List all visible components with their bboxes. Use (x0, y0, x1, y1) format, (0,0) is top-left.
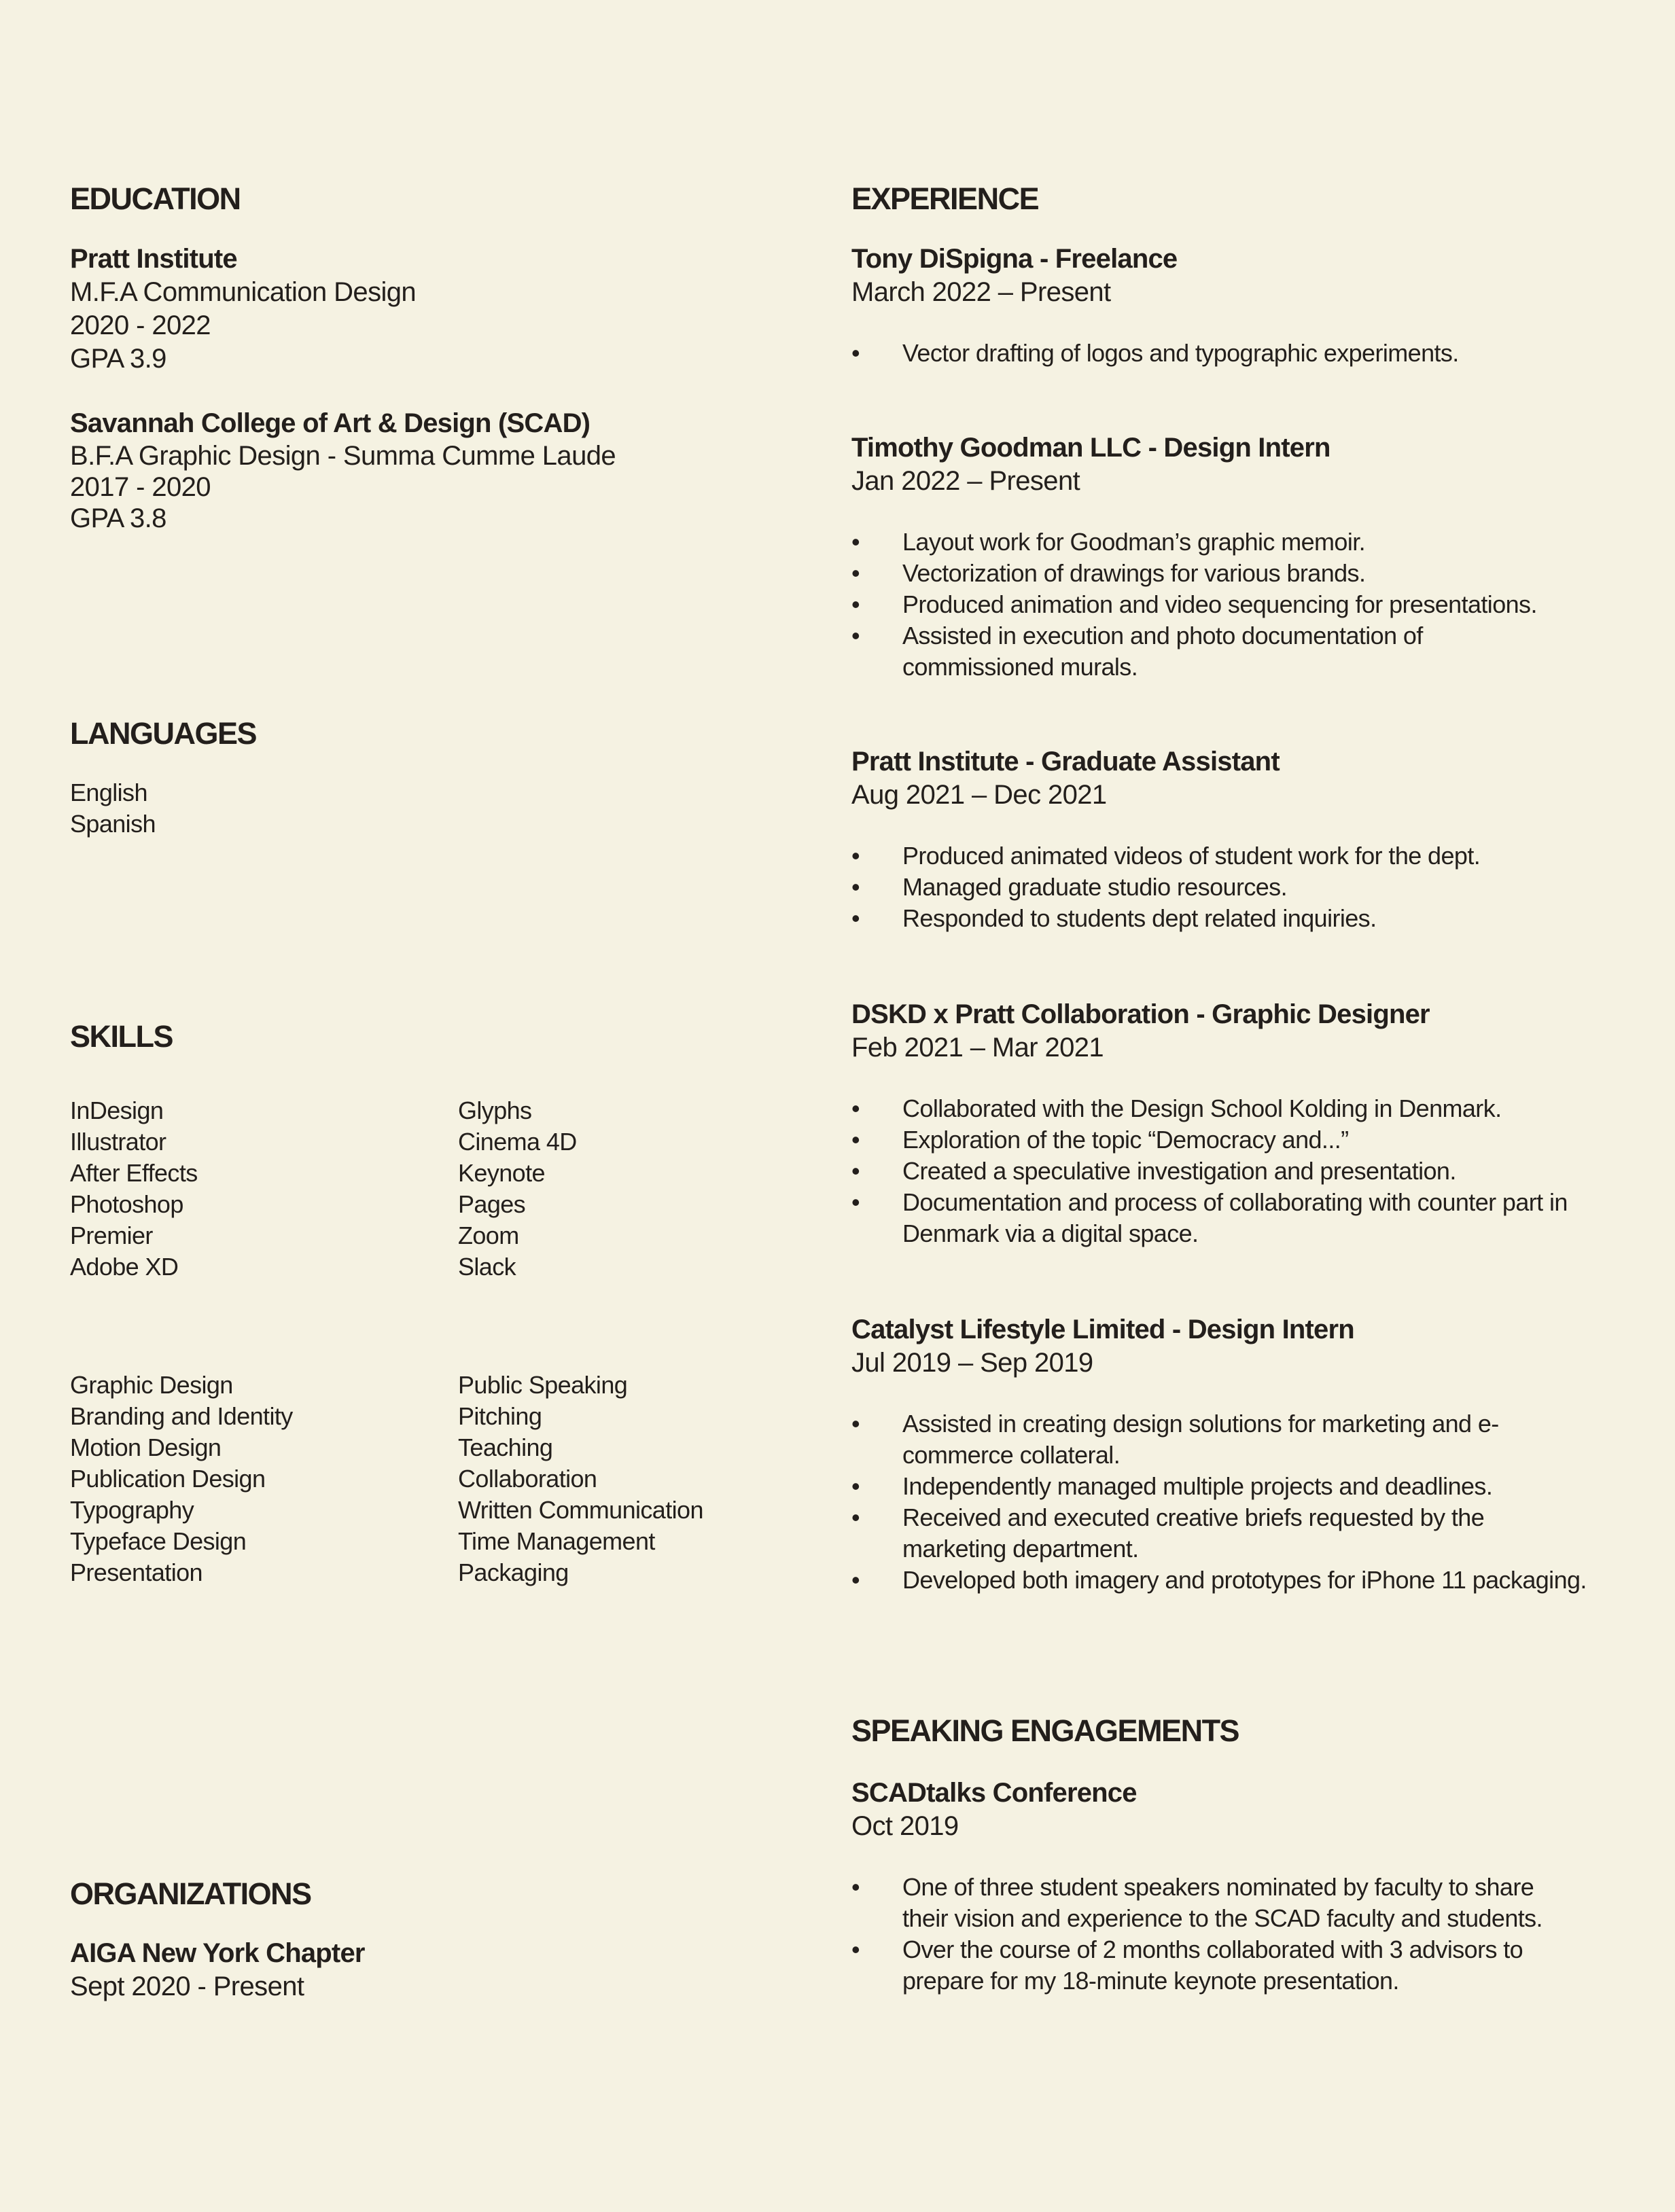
skill-item: Time Management (458, 1527, 655, 1555)
experience-entry (851, 242, 1633, 369)
skill-item: Teaching (458, 1433, 553, 1461)
skill-item: Publication Design (70, 1465, 266, 1493)
organization-name: AIGA New York Chapter (70, 1938, 365, 1968)
skill-item: After Effects (70, 1159, 198, 1187)
software-skills (70, 1095, 811, 1283)
job-dates: Jul 2019 – Sep 2019 (851, 1348, 1093, 1378)
bullet-item: • One of three student speakers nominated by faculty to share their vision and experience to the SCAD faculty and students. (851, 1873, 1542, 1932)
language-item: English (70, 779, 147, 806)
skill-item: Pitching (458, 1402, 542, 1430)
experience-entry (851, 431, 1633, 683)
job-bullets (851, 527, 1565, 683)
speaking-dates: Oct 2019 (851, 1811, 959, 1841)
bullet-item: • Produced animated videos of student work for the dept. (851, 842, 1481, 870)
skill-item: Slack (458, 1253, 516, 1281)
experience-entry (851, 745, 1633, 934)
skill-item: Zoom (458, 1221, 519, 1249)
organization-entry (70, 1936, 365, 2003)
skill-item: Cinema 4D (458, 1128, 577, 1156)
skill-item: Adobe XD (70, 1253, 179, 1281)
organization-dates: Sept 2020 - Present (70, 1972, 304, 2001)
skill-item: Photoshop (70, 1190, 183, 1218)
design-skills-col-1 (70, 1370, 458, 1588)
skill-item: InDesign (70, 1096, 164, 1124)
job-title: DSKD x Pratt Collaboration - Graphic Designer (851, 999, 1430, 1029)
skill-item: Motion Design (70, 1433, 222, 1461)
skill-item: Premier (70, 1221, 153, 1249)
languages-heading: LANGUAGES (70, 716, 257, 751)
bullet-item: • Vector drafting of logos and typographic experiments. (851, 339, 1459, 367)
organizations-heading: ORGANIZATIONS (70, 1876, 311, 1911)
bullet-item: • Produced animation and video sequencing for presentations. (851, 590, 1537, 618)
job-bullets (851, 840, 1633, 934)
experience-entry (851, 997, 1633, 1249)
education-heading: EDUCATION (70, 181, 241, 216)
school-degree: M.F.A Communication Design (70, 277, 417, 307)
skill-item: Glyphs (458, 1096, 532, 1124)
school-name: Pratt Institute (70, 244, 237, 274)
bullet-item: • Managed graduate studio resources. (851, 873, 1287, 901)
education-entry-pratt (70, 242, 416, 376)
bullet-item: • Responded to students dept related inquiries. (851, 904, 1377, 932)
school-years: 2017 - 2020 (70, 472, 211, 502)
bullet-item: • Independently managed multiple projects and deadlines. (851, 1472, 1493, 1500)
school-degree: B.F.A Graphic Design - Summa Cumme Laude (70, 441, 616, 471)
job-bullets (851, 338, 1633, 369)
job-dates: Jan 2022 – Present (851, 466, 1080, 496)
bullet-item: • Vectorization of drawings for various brands. (851, 559, 1366, 587)
bullet-item: • Created a speculative investigation and presentation. (851, 1157, 1456, 1185)
education-entry-scad (70, 406, 616, 534)
school-gpa: GPA 3.9 (70, 344, 166, 374)
job-dates: Aug 2021 – Dec 2021 (851, 780, 1107, 810)
job-title: Catalyst Lifestyle Limited - Design Intern (851, 1315, 1354, 1344)
skill-item: Illustrator (70, 1128, 166, 1156)
bullet-item: • Collaborated with the Design School Kolding in Denmark. (851, 1094, 1502, 1122)
skill-item: Typeface Design (70, 1527, 247, 1555)
job-title: Pratt Institute - Graduate Assistant (851, 747, 1280, 777)
experience-heading: EXPERIENCE (851, 181, 1039, 216)
speaking-entry (851, 1776, 1633, 1997)
skill-item: Presentation (70, 1558, 202, 1586)
bullet-item: • Exploration of the topic “Democracy and...” (851, 1126, 1349, 1154)
speaking-title: SCADtalks Conference (851, 1778, 1137, 1808)
design-skills-col-2 (458, 1370, 811, 1588)
skill-item: Pages (458, 1190, 526, 1218)
job-bullets (851, 1093, 1599, 1249)
software-skills-col-2 (458, 1095, 811, 1283)
language-item: Spanish (70, 810, 156, 838)
skill-item: Written Communication (458, 1496, 703, 1524)
skill-item: Packaging (458, 1558, 569, 1586)
skills-heading: SKILLS (70, 1019, 173, 1054)
bullet-item: • Assisted in creating design solutions for marketing and e-commerce collateral. (851, 1410, 1499, 1469)
job-dates: March 2022 – Present (851, 277, 1111, 307)
job-bullets (851, 1408, 1619, 1596)
skill-item: Public Speaking (458, 1371, 628, 1399)
school-years: 2020 - 2022 (70, 310, 211, 340)
job-title: Tony DiSpigna - Freelance (851, 244, 1178, 274)
bullet-item: • Over the course of 2 months collaborated with 3 advisors to prepare for my 18-minute keynote presentation. (851, 1936, 1523, 1995)
bullet-item: • Layout work for Goodman’s graphic memoir. (851, 528, 1366, 556)
job-title: Timothy Goodman LLC - Design Intern (851, 433, 1330, 463)
skill-item: Keynote (458, 1159, 545, 1187)
languages-list (70, 777, 156, 840)
bullet-item: • Documentation and process of collaborating with counter part in Denmark via a digital space. (851, 1188, 1568, 1247)
job-dates: Feb 2021 – Mar 2021 (851, 1033, 1104, 1063)
skill-item: Collaboration (458, 1465, 597, 1493)
skill-item: Typography (70, 1496, 194, 1524)
skill-item: Graphic Design (70, 1371, 233, 1399)
bullet-item: • Assisted in execution and photo documentation of commissioned murals. (851, 622, 1423, 681)
bullet-item: • Received and executed creative briefs requested by the marketing department. (851, 1503, 1485, 1563)
school-name: Savannah College of Art & Design (SCAD) (70, 408, 590, 438)
speaking-bullets (851, 1872, 1565, 1997)
skill-item: Branding and Identity (70, 1402, 293, 1430)
speaking-heading: SPEAKING ENGAGEMENTS (851, 1713, 1239, 1748)
school-gpa: GPA 3.8 (70, 503, 166, 533)
design-skills (70, 1370, 811, 1588)
software-skills-col-1 (70, 1095, 458, 1283)
bullet-item: • Developed both imagery and prototypes for iPhone 11 packaging. (851, 1566, 1587, 1594)
experience-entry (851, 1313, 1633, 1596)
